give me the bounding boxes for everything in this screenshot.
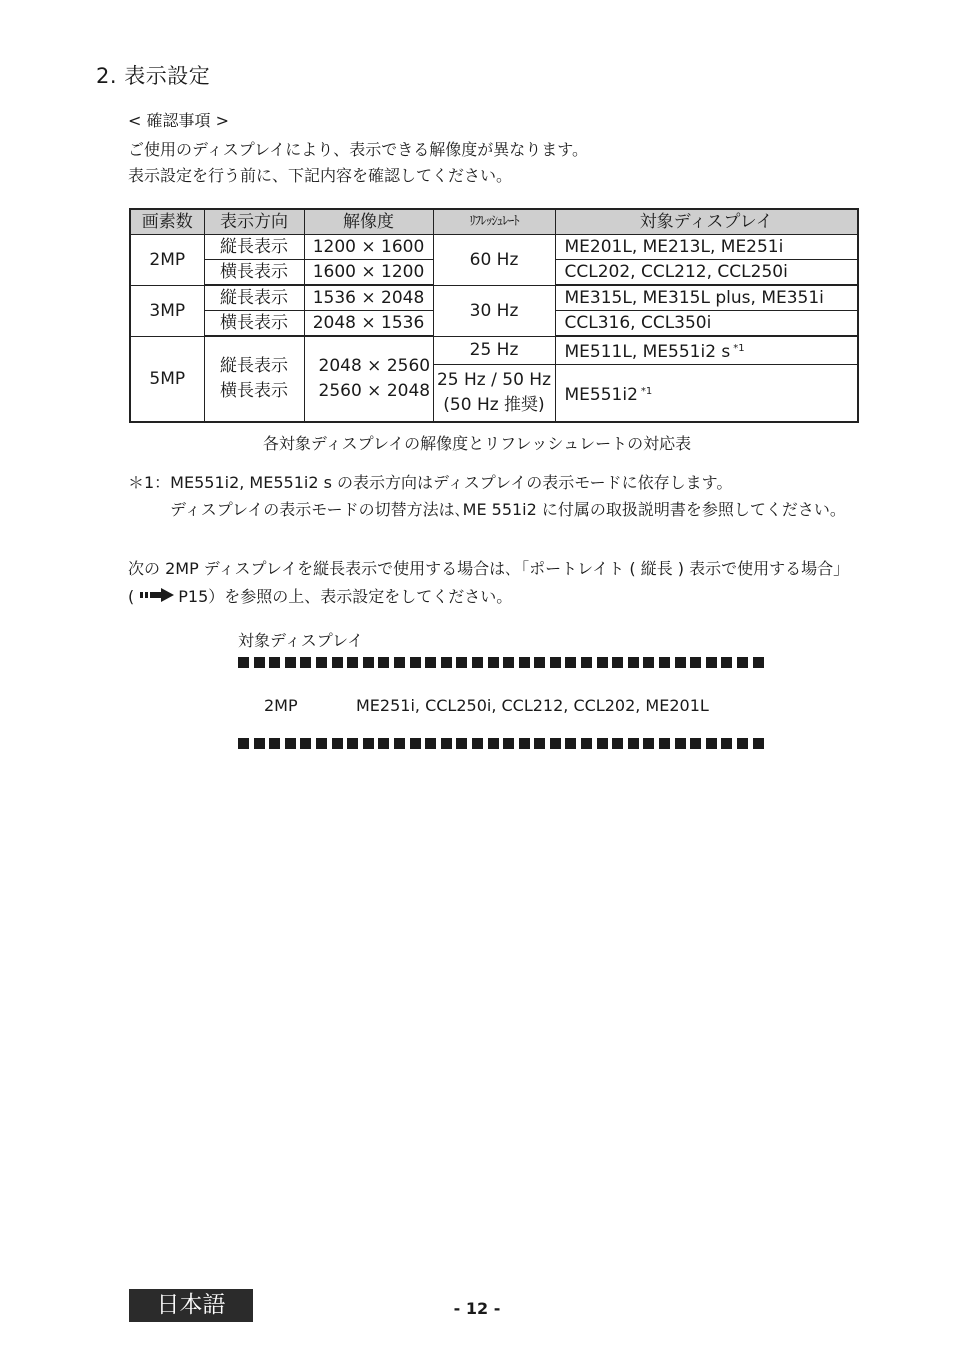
resolution-table (129, 208, 859, 423)
paragraph-line-2 (128, 584, 512, 609)
header-refresh-rate: ﾘﾌﾚｯｼｭﾚｰﾄ (433, 209, 555, 235)
header-target-display: 対象ディスプレイ (555, 209, 858, 235)
divider-square (410, 657, 421, 668)
cell-resolution-portrait: 2048 × 2560 (318, 355, 431, 376)
divider-square (332, 738, 343, 749)
divider-square (410, 738, 421, 749)
divider-square (628, 657, 639, 668)
cell-resolution-landscape: 2560 × 2048 (318, 381, 431, 401)
divider-square (628, 738, 639, 749)
divider-square (347, 657, 358, 668)
section-title: 2. 表示設定 (96, 64, 211, 88)
cell-resolution: 1536 × 2048 (304, 285, 433, 311)
footnote-line-2: ディスプレイの表示モードの切替方法は､ME 551i2 に付属の取扱説明書を参照してください。 (170, 500, 846, 519)
page-reference-arrow-icon (140, 587, 174, 606)
cell-display (555, 336, 858, 365)
confirm-heading: < 確認事項 > (128, 111, 229, 130)
cell-refresh: 60 Hz (433, 235, 555, 286)
divider-square (425, 657, 436, 668)
target-pixels: 2MP (264, 696, 298, 715)
cell-display: ME315L, ME315L plus, ME351i (555, 285, 858, 311)
divider-square (675, 738, 686, 749)
cell-display-text: ME551i2 (564, 384, 638, 405)
divider-square (753, 738, 764, 749)
paragraph-reference-text: P15）を参照の上、表示設定をしてください。 (178, 587, 513, 606)
divider-square (612, 657, 623, 668)
header-pixels: 画素数 (130, 209, 204, 235)
cell-pixels: 5MP (130, 336, 204, 422)
cell-display (555, 365, 858, 423)
table-row (130, 336, 858, 365)
cell-resolution: 1600 × 1200 (304, 260, 433, 286)
divider-square (690, 738, 701, 749)
footnote-mark: *1 (640, 385, 653, 397)
divider-square (737, 738, 748, 749)
top-divider (238, 657, 768, 668)
divider-square (581, 657, 592, 668)
cell-orientation-landscape: 横長表示 (220, 381, 288, 401)
header-resolution: 解像度 (304, 209, 433, 235)
divider-square (254, 657, 265, 668)
divider-square (706, 657, 717, 668)
divider-square (394, 738, 405, 749)
divider-square (519, 657, 530, 668)
cell-refresh (433, 365, 555, 423)
divider-square (285, 738, 296, 749)
divider-square (643, 738, 654, 749)
divider-square (721, 657, 732, 668)
intro-line-1: ご使用のディスプレイにより、表示できる解像度が異なります。 (128, 140, 589, 159)
divider-square (519, 738, 530, 749)
cell-orientation: 横長表示 (204, 260, 304, 286)
divider-square (456, 657, 467, 668)
divider-square (581, 738, 592, 749)
divider-square (347, 738, 358, 749)
cell-display-text: ME511L, ME551i2 s (564, 342, 731, 362)
divider-square (269, 738, 280, 749)
cell-pixels: 2MP (130, 235, 204, 286)
divider-square (503, 738, 514, 749)
divider-square (363, 657, 374, 668)
divider-square (706, 738, 717, 749)
table-header-row (130, 209, 858, 235)
cell-refresh-options: 25 Hz / 50 Hz (436, 369, 552, 390)
divider-square (550, 738, 561, 749)
divider-square (300, 657, 311, 668)
cell-resolution: 1200 × 1600 (304, 235, 433, 260)
divider-square (675, 657, 686, 668)
cell-orientation (204, 336, 304, 422)
divider-square (753, 657, 764, 668)
cell-pixels: 3MP (130, 285, 204, 336)
divider-square (316, 738, 327, 749)
cell-orientation: 横長表示 (204, 311, 304, 337)
divider-square (238, 657, 249, 668)
divider-square (597, 738, 608, 749)
cell-orientation: 縦長表示 (204, 285, 304, 311)
language-tab: 日本語 (129, 1289, 253, 1322)
cell-display: ME201L, ME213L, ME251i (555, 235, 858, 260)
footnote-mark: *1 (733, 343, 745, 354)
divider-square (565, 657, 576, 668)
intro-line-2: 表示設定を行う前に、下記内容を確認してください。 (128, 166, 513, 185)
divider-square (643, 657, 654, 668)
page-number: - 12 - (453, 1299, 501, 1318)
target-display-label: 対象ディスプレイ (238, 631, 364, 650)
footnote-line-1: ＊1：ME551i2, ME551i2 s の表示方向はディスプレイの表示モードに依存します。 (128, 473, 733, 492)
divider-square (254, 738, 265, 749)
cell-orientation: 縦長表示 (204, 235, 304, 260)
divider-square (503, 657, 514, 668)
divider-square (441, 738, 452, 749)
divider-square (550, 657, 561, 668)
cell-refresh-recommended: (50 Hz 推奨) (443, 395, 545, 415)
cell-resolution: 2048 × 1536 (304, 311, 433, 337)
table-row (130, 235, 858, 260)
divider-square (721, 738, 732, 749)
divider-square (737, 657, 748, 668)
divider-square (441, 657, 452, 668)
table-caption: 各対象ディスプレイの解像度とリフレッシュレートの対応表 (262, 434, 692, 453)
divider-square (659, 657, 670, 668)
divider-square (488, 738, 499, 749)
divider-square (488, 657, 499, 668)
divider-square (597, 657, 608, 668)
divider-square (332, 657, 343, 668)
cell-orientation-portrait: 縦長表示 (220, 355, 288, 376)
table-row (130, 285, 858, 311)
divider-square (534, 738, 545, 749)
divider-square (238, 738, 249, 749)
divider-square (690, 657, 701, 668)
header-orientation: 表示方向 (204, 209, 304, 235)
divider-square (285, 657, 296, 668)
paragraph-line-1: 次の 2MP ディスプレイを縦長表示で使用する場合は､「ポートレイト ( 縦長 ) 表示で使用する場合」 (128, 559, 850, 578)
divider-square (472, 738, 483, 749)
divider-square (300, 738, 311, 749)
cell-display: CCL202, CCL212, CCL250i (555, 260, 858, 286)
cell-refresh: 25 Hz (433, 336, 555, 365)
cell-refresh: 30 Hz (433, 285, 555, 336)
divider-square (534, 657, 545, 668)
target-models: ME251i, CCL250i, CCL212, CCL202, ME201L (356, 696, 709, 715)
divider-square (659, 738, 670, 749)
divider-square (456, 738, 467, 749)
divider-square (425, 738, 436, 749)
bottom-divider (238, 738, 768, 749)
cell-resolution (304, 336, 433, 422)
divider-square (612, 738, 623, 749)
cell-display: CCL316, CCL350i (555, 311, 858, 337)
divider-square (378, 657, 389, 668)
divider-square (316, 657, 327, 668)
divider-square (472, 657, 483, 668)
divider-square (269, 657, 280, 668)
divider-square (565, 738, 576, 749)
divider-square (394, 657, 405, 668)
paragraph-open-paren: ( (128, 587, 135, 606)
divider-square (363, 738, 374, 749)
divider-square (378, 738, 389, 749)
